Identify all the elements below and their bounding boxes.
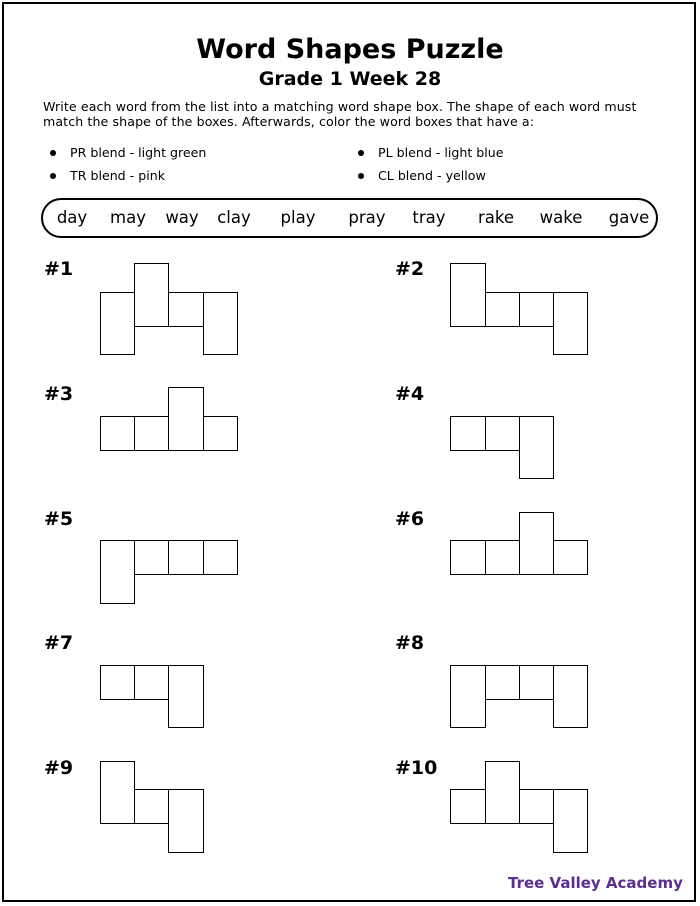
letter-box[interactable] (450, 789, 486, 824)
letter-box[interactable] (168, 292, 204, 327)
letter-box[interactable] (100, 416, 135, 451)
word-bank-item: tray (412, 208, 446, 227)
letter-box[interactable] (134, 665, 169, 700)
puzzle-label: #2 (395, 258, 425, 280)
blend-label: CL blend - yellow (378, 168, 486, 183)
puzzle-label: #8 (395, 632, 425, 654)
letter-box[interactable] (100, 540, 135, 604)
publisher-credit: Tree Valley Academy (508, 874, 683, 892)
word-bank-item: way (165, 208, 199, 227)
letter-box[interactable] (519, 665, 554, 700)
letter-box[interactable] (100, 665, 135, 700)
letter-box[interactable] (485, 416, 520, 451)
puzzle-label: #9 (44, 757, 74, 779)
letter-box[interactable] (100, 292, 135, 355)
worksheet-title: Word Shapes Puzzle (196, 34, 504, 65)
word-bank-item: rake (477, 208, 515, 227)
letter-box[interactable] (485, 540, 520, 575)
word-bank-item: play (280, 208, 316, 227)
letter-box[interactable] (553, 789, 588, 853)
letter-box[interactable] (450, 263, 486, 327)
bullet-icon (358, 150, 364, 156)
letter-box[interactable] (168, 789, 204, 853)
blend-label: PL blend - light blue (378, 145, 504, 160)
puzzle-label: #10 (395, 757, 438, 779)
letter-box[interactable] (203, 416, 238, 451)
letter-box[interactable] (553, 292, 588, 355)
letter-box[interactable] (553, 665, 588, 728)
worksheet-subtitle: Grade 1 Week 28 (258, 68, 442, 90)
word-bank-item: gave (608, 208, 650, 227)
puzzle-label: #6 (395, 508, 425, 530)
letter-box[interactable] (134, 263, 169, 327)
letter-box[interactable] (485, 665, 520, 700)
puzzle-label: #1 (44, 258, 74, 280)
instructions-text: Write each word from the list into a matching word shape box. The shape of each word must match the shape of the boxes. Afterwards, color the word boxes that have a: (43, 99, 637, 129)
letter-box[interactable] (134, 789, 169, 824)
letter-box[interactable] (519, 512, 554, 575)
puzzle-label: #7 (44, 632, 74, 654)
word-bank-item: day (56, 208, 88, 227)
letter-box[interactable] (203, 540, 238, 575)
bullet-icon (358, 173, 364, 179)
letter-box[interactable] (203, 292, 238, 355)
bullet-icon (50, 150, 56, 156)
bullet-icon (50, 173, 56, 179)
puzzle-label: #4 (395, 383, 425, 405)
letter-box[interactable] (168, 387, 204, 451)
letter-box[interactable] (168, 540, 204, 575)
puzzle-label: #5 (44, 508, 74, 530)
letter-box[interactable] (450, 416, 486, 451)
letter-box[interactable] (519, 789, 554, 824)
blend-label: TR blend - pink (70, 168, 165, 183)
letter-box[interactable] (450, 665, 486, 728)
letter-box[interactable] (485, 292, 520, 327)
letter-box[interactable] (485, 761, 520, 824)
letter-box[interactable] (134, 540, 169, 575)
letter-box[interactable] (134, 416, 169, 451)
letter-box[interactable] (553, 540, 588, 575)
letter-box[interactable] (168, 665, 204, 728)
letter-box[interactable] (450, 540, 486, 575)
puzzle-label: #3 (44, 383, 74, 405)
letter-box[interactable] (519, 416, 554, 479)
letter-box[interactable] (519, 292, 554, 327)
word-bank-item: pray (348, 208, 386, 227)
letter-box[interactable] (100, 761, 135, 824)
word-bank-item: wake (539, 208, 583, 227)
blend-label: PR blend - light green (70, 145, 207, 160)
word-bank-item: may (110, 208, 146, 227)
word-bank-item: clay (217, 208, 251, 227)
